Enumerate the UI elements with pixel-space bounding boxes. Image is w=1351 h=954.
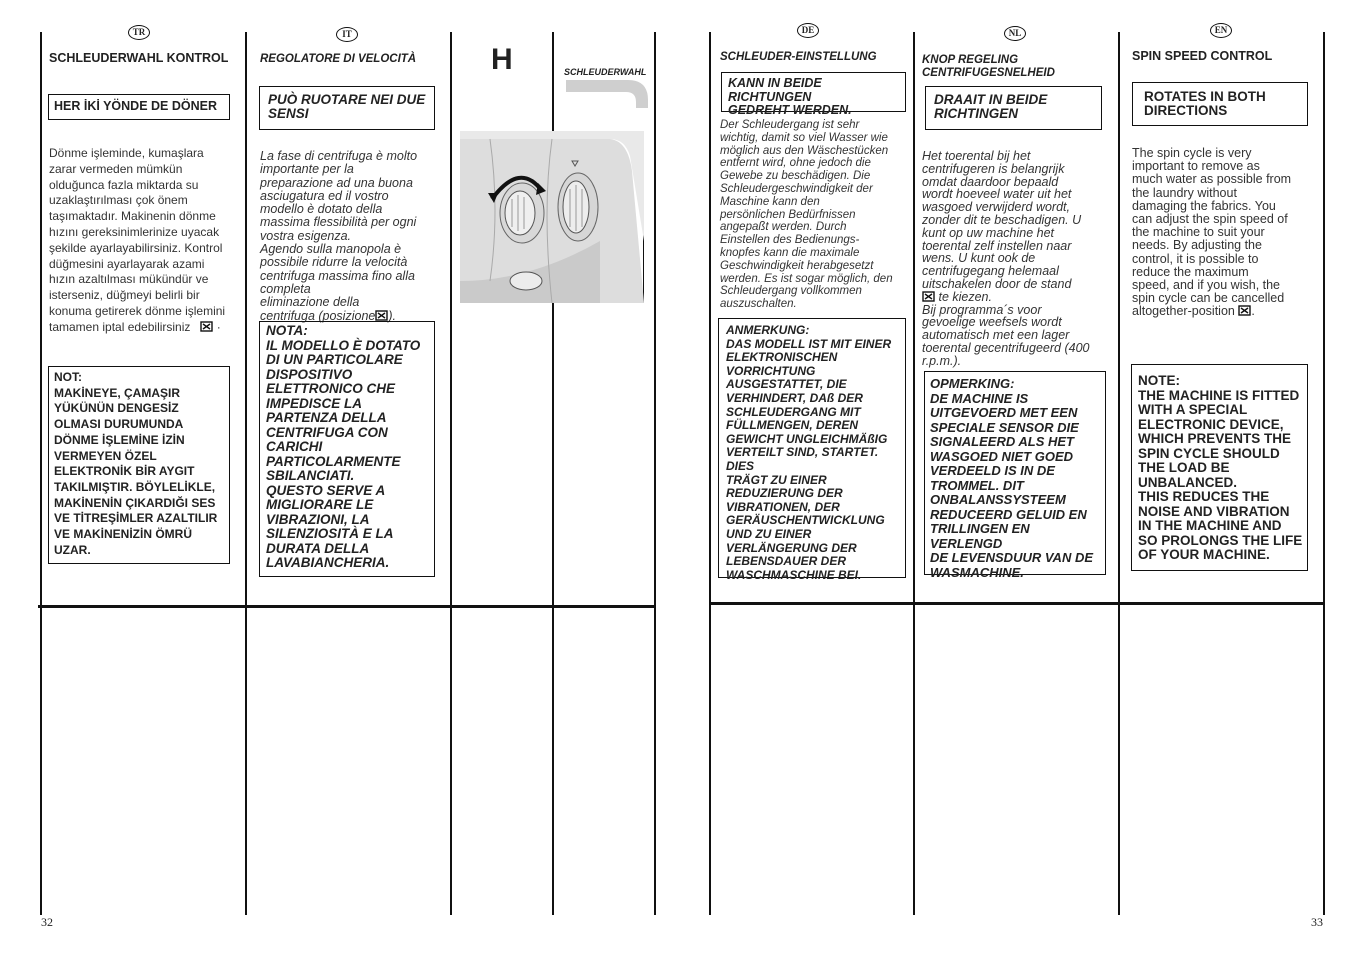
direction-box bbox=[1132, 82, 1308, 126]
side-tab-label: SCHLEUDERWAHL bbox=[564, 67, 647, 77]
note-box bbox=[924, 371, 1106, 580]
column-rule bbox=[1118, 32, 1120, 915]
section-heading: SCHLEUDER-EINSTELLUNG bbox=[720, 51, 877, 63]
direction-box bbox=[925, 86, 1102, 130]
page-number: 33 bbox=[1311, 915, 1323, 929]
note-text: OPMERKING: DE MACHINE IS UITGEVOERD MET EEN SPECIALE SENSOR DIE SIGNALEERD ALS HET WASGOED NIET GOED VERDEELD IS IN DE TROMMEL. DIT ONBALANSSYSTEEM REDUCEERD GELUID EN TRILLINGEN EN VERLENGD DE LEVENSDUUR VAN DE WASMACHINE. bbox=[930, 376, 1094, 580]
note-box bbox=[259, 321, 435, 577]
box-title: DRAAIT IN BEIDE RICHTINGEN bbox=[934, 92, 1048, 121]
language-badge-nl: NL bbox=[1004, 26, 1026, 41]
box-title: ROTATES IN BOTH DIRECTIONS bbox=[1144, 89, 1266, 118]
box-title: HER İKİ YÖNDE DE DÖNER bbox=[54, 99, 217, 113]
direction-box bbox=[721, 72, 906, 117]
note-text: NOT: MAKİNEYE, ÇAMAŞIR YÜKÜNÜN DENGESİZ OLMASI DURUMUNDA DÖNME İŞLEMİNE İZİN VERMEYEN ÖZEL ELEKTRONİK BİR AYGIT TAKILMIŞTIR. BÖYLELİKLE, MAKİNENİN ÇIKARDIĞI SES VE TİTREŞİMLER AZALTILIR VE MAKİNENİZİN ÖMRÜ UZAR. bbox=[54, 370, 218, 557]
section-letter: H bbox=[491, 43, 513, 76]
section-rule bbox=[709, 602, 1325, 605]
note-box bbox=[48, 366, 230, 564]
box-title: KANN IN BEIDE RICHTUNGEN GEDREHT WERDEN. bbox=[728, 76, 852, 117]
note-text: NOTA: IL MODELLO È DOTATO DI UN PARTICOLARE DISPOSITIVO ELETTRONICO CHE IMPEDISCE LA PARTENZA DELLA CENTRIFUGA CON CARICHI PARTICOLARMENTE SBILANCIATI. QUESTO SERVE A MIGLIORARE LE VIBRAZIONI, LA SILENZIOSITÀ E LA DURATA DELLA LAVABIANCHERIA. bbox=[266, 323, 421, 570]
spin-off-icon bbox=[1238, 305, 1251, 316]
spin-off-icon bbox=[375, 310, 388, 321]
column-rule bbox=[450, 32, 452, 915]
column-rule bbox=[709, 32, 711, 915]
column-rule bbox=[40, 32, 42, 915]
section-rule bbox=[38, 605, 656, 608]
direction-box bbox=[48, 94, 230, 120]
body-text: Der Schleudergang ist sehr wichtig, damit so viel Wasser wie möglich aus den Wäschestücken entfernt wird, ohne jedoch die Gewebe zu beschädigen. Die Schleudergeschwindigkeit der Maschine kann den persönlichen Bedürfnissen angepaßt werden. Durch Einstellen des Bedienungs- knopfes kann die maximale Geschwindigkeit herabgesetzt werden. Es ist sogar möglich, den Schleudergang vollkommen auszuschalten. bbox=[720, 119, 893, 311]
spin-knob-illustration bbox=[460, 131, 644, 303]
page-number: 32 bbox=[41, 915, 53, 929]
body-text: The spin cycle is very important to remove as much water as possible from the laundry without damaging the fabrics. You can adjust the spin speed of the machine to suit your needs. By adjusting the control, it is possible to reduce the maximum speed, and if you wish, the spin cycle can be cancelled altogether-position . bbox=[1132, 146, 1292, 319]
spin-off-icon bbox=[922, 291, 935, 302]
column-rule bbox=[654, 32, 656, 915]
body-text: Het toerental bij het centrifugeren is belangrijk omdat daardoor bepaald wordt hoeveel water uit het wasgoed verwijderd wordt, zonder dit te beschadigen. U kunt op uw machine het toerental zelf instellen naar wens. U kunt ook de centrifugegang helemaal uitschakelen door de stand te kiezen. Bij programma´s voor gevoelige weefsels wordt automatisch met een lager toerental gecentrifugeerd (400 r.p.m.). bbox=[922, 149, 1090, 368]
section-heading: KNOP REGELING CENTRIFUGESNELHEID bbox=[922, 54, 1055, 79]
language-badge-tr: TR bbox=[128, 25, 150, 40]
column-rule bbox=[245, 32, 247, 915]
section-heading: SPIN SPEED CONTROL bbox=[1132, 49, 1273, 63]
language-badge-it: IT bbox=[336, 27, 358, 42]
column-rule bbox=[1323, 32, 1325, 915]
section-heading: REGOLATORE DI VELOCITÀ bbox=[260, 53, 417, 65]
note-text: ANMERKUNG: DAS MODELL IST MIT EINER ELEKTRONISCHEN VORRICHTUNG AUSGESTATTET, DIE VERHINDERT, DAß DER SCHLEUDERGANG MIT FÜLLMENGEN, DEREN GEWICHT UNGLEICHMÄßIG VERTEILT SIND, STARTET. DIES TRÄGT ZU EINER REDUZIERUNG DER VIBRATIONEN, DER GERÄUSCHENTWICKLUNG UND ZU EINER VERLÄNGERUNG DER LEBENSDAUER DER WASCHMASCHINE BEI. bbox=[726, 323, 892, 582]
side-tab-shape bbox=[566, 80, 650, 108]
language-badge-en: EN bbox=[1210, 23, 1232, 38]
body-text: Dönme işleminde, kumaşlara zarar vermeden mümkün olduğunca fazla miktarda su uzaklaştırılması çok önem taşımaktadır. Makinenin dönme hızını gereksinimlerinize uyacak şekilde ayarlayabilirsiniz. Kontrol düğmesini ayarlayarak azami hızın azaltılması mükündür ve isterseniz, düğmeyi belirli bir konuma getirerek dönme işlemini tamamen iptal edebilirsiniz · bbox=[49, 146, 226, 334]
body-text: La fase di centrifuga è molto importante per la preparazione ad una buona asciugatura ed il vostro modello è dotato della massima flessibilità per ogni vostra esigenza. Agendo sulla manopola è possibile ridurre la velocità centrifuga massima fino alla completa eliminazione della centrifuga (posizione ). bbox=[260, 149, 418, 323]
note-text: NOTE: THE MACHINE IS FITTED WITH A SPECIAL ELECTRONIC DEVICE, WHICH PREVENTS THE SPIN CYCLE SHOULD THE LOAD BE UNBALANCED. THIS REDUCES THE NOISE AND VIBRATION IN THE MACHINE AND SO PROLONGS THE LIFE OF YOUR MACHINE. bbox=[1138, 373, 1303, 562]
box-title: PUÒ RUOTARE NEI DUE SENSI bbox=[268, 92, 426, 121]
note-box bbox=[718, 318, 906, 582]
note-box bbox=[1131, 364, 1308, 571]
spin-off-icon bbox=[200, 321, 213, 332]
language-badge-de: DE bbox=[797, 23, 819, 38]
column-rule bbox=[913, 32, 915, 915]
direction-box bbox=[259, 86, 435, 130]
section-heading: SCHLEUDERWAHL KONTROL bbox=[49, 51, 229, 65]
